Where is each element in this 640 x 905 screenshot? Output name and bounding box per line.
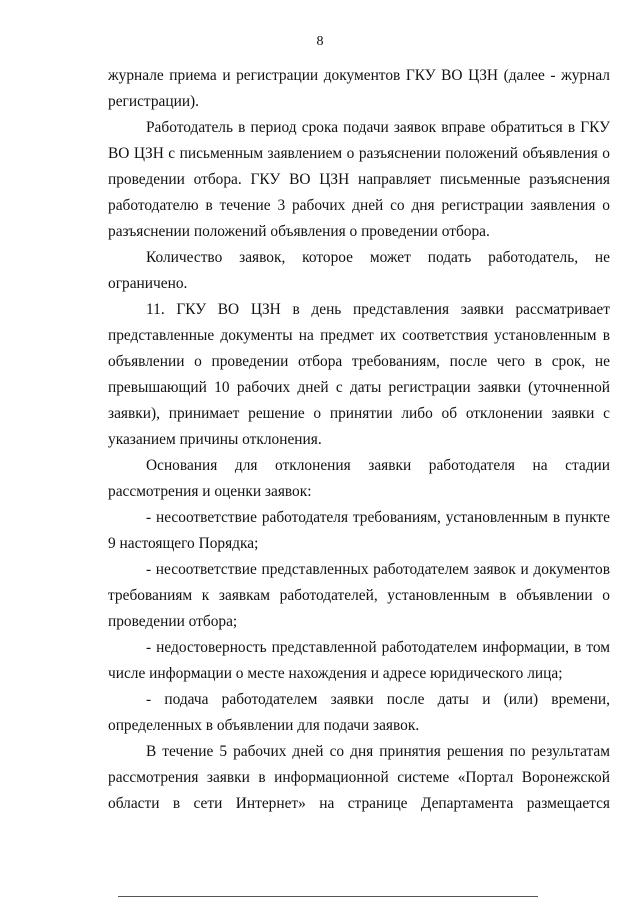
paragraph-publication-notice: В течение 5 рабочих дней со дня принятия решения по результатам рассмотрения заявки в информационной системе «Портал Воронежской области в сети Интернет» на странице Департамента размещается [108,743,610,812]
page-bottom-divider [118,896,538,897]
paragraph-registration-journal: журнале приема и регистрации документов ГКУ ВО ЦЗН (далее - журнал регистрации). [108,67,610,110]
paragraph-section-11: 11. ГКУ ВО ЦЗН в день представления заявки рассматривает представленные документы на предмет их соответствия установленным в объявлении о проведении отбора требованиям, после чего в срок, не превышающий 10 рабочих дней с даты регистрации заявки (уточненной заявки), принимает решение о принятии либо об отклонении заявки с указанием причины отклонения. [108,301,610,448]
page-number: 8 [316,34,324,49]
list-item-unreliable-information: - недостоверность представленной работодателем информации, в том числе информации о месте нахождения и адресе юридического лица; [108,639,610,682]
paragraph-application-count: Количество заявок, которое может подать работодатель, не ограничено. [108,249,610,292]
list-item-documents-noncompliance: - несоответствие представленных работодателем заявок и документов требованиям к заявкам работодателей, установленным в объявлении о проведении отбора; [108,561,610,630]
list-item-employer-noncompliance: - несоответствие работодателя требованиям, установленным в пункте 9 настоящего Порядка; [108,509,610,552]
document-body [108,63,610,817]
paragraph-rejection-grounds: Основания для отклонения заявки работодателя на стадии рассмотрения и оценки заявок: [108,457,610,500]
list-item-late-submission: - подача работодателем заявки после даты и (или) времени, определенных в объявлении для подачи заявок. [108,691,610,734]
paragraph-clarification-request: Работодатель в период срока подачи заявок вправе обратиться в ГКУ ВО ЦЗН с письменным заявлением о разъяснении положений объявления о проведении отбора. ГКУ ВО ЦЗН направляет письменные разъяснения работодателю в течение 3 рабочих дней со дня регистрации заявления о разъяснении положений объявления о проведении отбора. [108,119,610,240]
